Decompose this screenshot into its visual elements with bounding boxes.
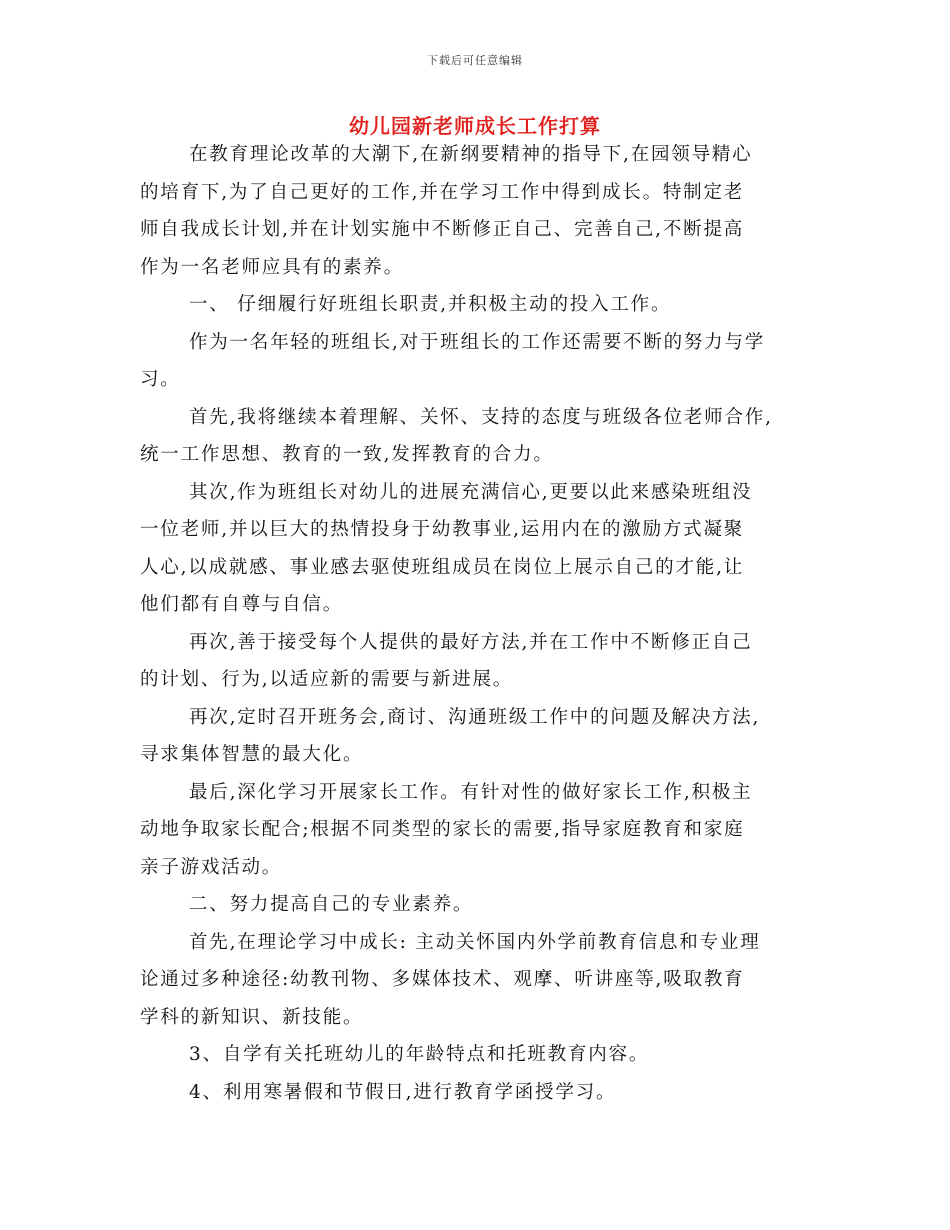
paragraph [140, 774, 820, 887]
text-line: 4、利用寒暑假和节假日,进行教育学函授学习。 [189, 1081, 617, 1103]
text-line: 的培育下,为了自己更好的工作,并在学习工作中得到成长。特制定老 [140, 181, 745, 203]
text-line: 一位老师,并以巨大的热情投身于幼教事业,运用内在的激励方式凝聚 [140, 519, 745, 540]
text-line: 论通过多种途径:幼教刊物、多媒体技术、观摩、听讲座等,吸取教育 [140, 969, 745, 990]
paragraph [140, 699, 820, 774]
text-line: 作为一名老师应具有的素养。 [140, 256, 404, 278]
text-line: 首先,在理论学习中成长: 主动关怀国内外学前教育信息和专业理 [189, 931, 761, 953]
text-line: 一、 仔细履行好班组长职责,并积极主动的投入工作。 [189, 294, 672, 315]
section-heading-2 [140, 886, 820, 924]
text-line: 习。 [140, 369, 181, 390]
list-item-4 [140, 1074, 820, 1112]
text-line: 亲子游戏活动。 [140, 856, 283, 878]
document-body [140, 136, 820, 1111]
section-heading-1 [140, 286, 820, 324]
paragraph [140, 399, 820, 474]
text-line: 人心,以成就感、事业感去驱使班组成员在岗位上展示自己的才能,让 [140, 556, 745, 578]
paragraph [140, 624, 820, 699]
text-line: 的计划、行为,以适应新的需要与新进展。 [140, 669, 514, 690]
page-header-note: 下载后可任意编辑 [427, 54, 523, 67]
text-line: 再次,善于接受每个人提供的最好方法,并在工作中不断修正自己 [189, 631, 753, 653]
text-line: 寻求集体智慧的最大化。 [140, 744, 364, 765]
text-line: 在教育理论改革的大潮下,在新纲要精神的指导下,在园领导精心 [189, 144, 753, 165]
text-line: 他们都有自尊与自信。 [140, 594, 344, 615]
text-line: 师自我成长计划,并在计划实施中不断修正自己、完善自己,不断提高 [140, 219, 745, 240]
text-line: 3、自学有关托班幼儿的年龄特点和托班教育内容。 [189, 1044, 650, 1065]
paragraph [140, 474, 820, 624]
text-line: 二、努力提高自己的专业素养。 [189, 894, 474, 915]
paragraph [140, 924, 820, 1037]
text-line: 首先,我将继续本着理解、关怀、支持的态度与班级各位老师合作, [189, 406, 773, 428]
text-line: 最后,深化学习开展家长工作。有针对性的做好家长工作,积极主 [189, 781, 753, 803]
text-line: 其次,作为班组长对幼儿的进展充满信心,更要以此来感染班组没 [189, 481, 753, 503]
list-item-3 [140, 1036, 820, 1074]
text-line: 统一工作思想、教育的一致,发挥教育的合力。 [140, 444, 554, 465]
text-line: 学科的新知识、新技能。 [140, 1006, 364, 1028]
text-line: 动地争取家长配合;根据不同类型的家长的需要,指导家庭教育和家庭 [140, 819, 745, 840]
paragraph-intro [140, 136, 820, 286]
text-line: 再次,定时召开班务会,商讨、沟通班级工作中的问题及解决方法, [189, 706, 761, 728]
text-line: 作为一名年轻的班组长,对于班组长的工作还需要不断的努力与学 [189, 331, 766, 353]
paragraph [140, 324, 820, 399]
document-title: 幼儿园新老师成长工作打算 [349, 114, 601, 138]
